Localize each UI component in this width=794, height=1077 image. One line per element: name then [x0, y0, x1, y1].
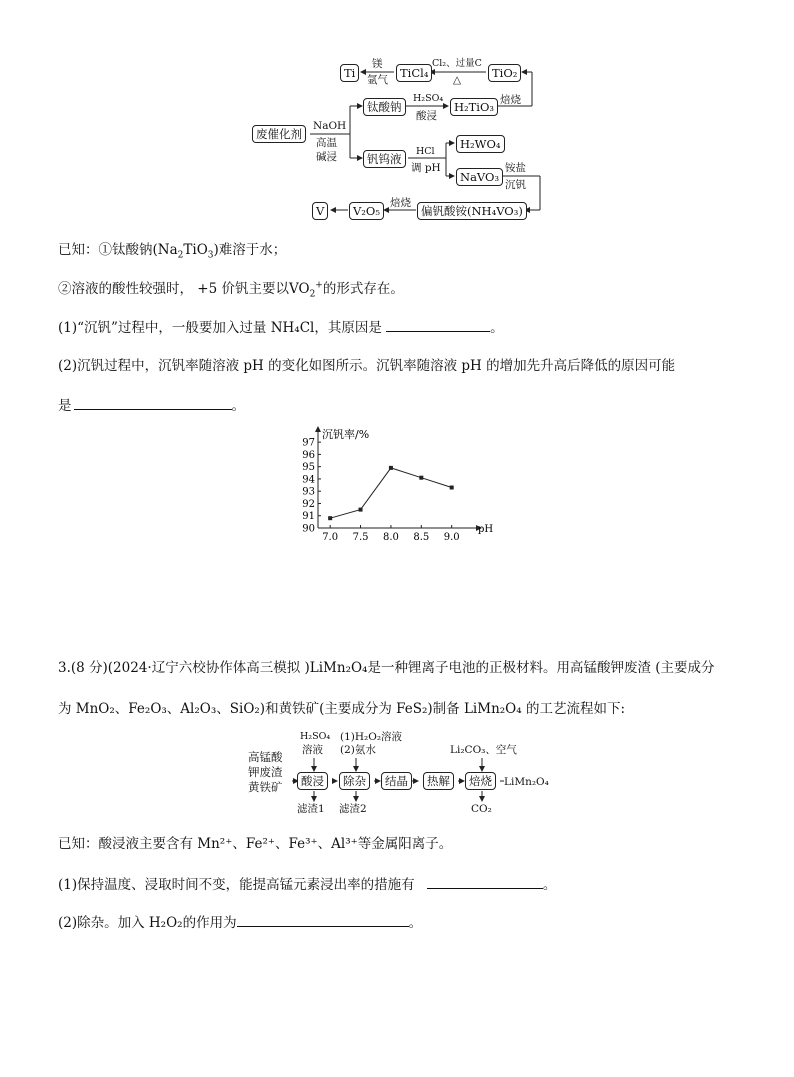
chart-x-tick-label: 7.0 — [322, 532, 339, 543]
flow1-box-tio2: TiO₂ — [488, 64, 521, 82]
question-3-1 — [58, 873, 556, 893]
vanadium-precipitation-chart — [280, 422, 520, 550]
chart-x-tick-label: 8.0 — [382, 532, 399, 543]
chart-series-line — [330, 468, 452, 518]
problem-3-line-1 — [58, 656, 715, 676]
known-2-sub: 2 — [309, 289, 316, 300]
flow1-box-na2tio3: 钛酸钠 — [363, 98, 406, 116]
flow1-label-precip: 沉钒 — [505, 179, 526, 191]
flow2-li2co3: Li₂CO₃、空气 — [450, 744, 517, 756]
problem-3-line-2 — [58, 697, 625, 717]
flow2-raw-1: 高锰酸 — [248, 750, 283, 764]
flow1-label-hight: 高温 — [316, 137, 337, 149]
question-1-end: 。 — [490, 320, 504, 336]
flow2-step-crystallize: 结晶 — [381, 772, 412, 790]
flow-chart-2 — [0, 725, 794, 820]
flow1-label-ar: 氩气 — [367, 74, 388, 86]
chart-data-point — [419, 476, 423, 480]
flow2-raw-2: 钾废渣 — [248, 765, 283, 779]
question-2-end: 。 — [231, 398, 245, 414]
flow2-step-purify: 除杂 — [339, 772, 370, 790]
chart-y-tick-label: 91 — [302, 511, 315, 523]
chart-y-tick-label: 97 — [302, 437, 315, 449]
chart-ylabel: 沉钒率/% — [322, 428, 370, 441]
flow-chart-1 — [0, 0, 794, 225]
known-1-mid: TiO — [183, 242, 208, 258]
flow1-label-alkali: 碱浸 — [316, 151, 337, 163]
answer-blank-1[interactable] — [386, 317, 490, 332]
flow1-box-vw-solution: 钒钨液 — [363, 150, 406, 168]
question-2-cont-text: 是 — [58, 398, 72, 414]
known-2-end: 的形式存在。 — [322, 281, 404, 297]
flow1-box-h2tio3: H₂TiO₃ — [450, 98, 498, 116]
chart-y-tick-label: 92 — [302, 498, 315, 510]
chart-y-tick-label: 95 — [302, 462, 315, 474]
chart-data-point — [359, 508, 363, 512]
chart-y-tick-label: 93 — [302, 486, 315, 498]
chart-x-tick-label: 9.0 — [443, 532, 460, 543]
flow1-label-cl2c: Cl₂、过量C — [432, 58, 482, 69]
flow1-box-nh4vo3: 偏钒酸铵(NH₄VO₃) — [417, 202, 527, 220]
flow1-label-naoh: NaOH — [313, 120, 347, 132]
question-3-2-end: 。 — [408, 915, 423, 931]
question-2-text: (2)沉钒过程中，沉钒率随溶液 pH 的变化如图所示。沉钒率随溶液 pH 的增加先升高后降低的原因可能 — [58, 358, 676, 374]
chart-data-point — [450, 486, 454, 490]
answer-blank-4[interactable] — [237, 912, 409, 927]
known-2 — [58, 277, 404, 300]
flow1-box-raw: 废催化剂 — [252, 125, 306, 143]
flow2-residue-2: 滤渣2 — [339, 803, 367, 815]
known-1-sub: 2 — [177, 250, 184, 261]
flow1-label-roast1: 焙烧 — [500, 94, 521, 106]
chart-y-tick-label: 94 — [302, 474, 315, 486]
flow1-box-ti: Ti — [340, 64, 359, 82]
flow2-h2so4: H₂SO₄ — [300, 731, 331, 742]
flow1-label-mg: 镁 — [372, 58, 383, 70]
chart-x-tick-label: 7.5 — [352, 532, 369, 543]
flow1-box-v: V — [312, 202, 328, 220]
flow1-label-adj-ph: 调 pH — [411, 162, 441, 174]
flow2-residue-1: 滤渣1 — [297, 803, 325, 815]
question-1-text: (1)“沉钒”过程中，一般要加入过量 NH₄Cl，其原因是 — [58, 320, 382, 336]
known-1 — [58, 238, 286, 261]
known-2-sup: + — [315, 280, 323, 291]
known-1-sub2: 3 — [207, 250, 214, 261]
flow2-step-acid-leach: 酸浸 — [297, 772, 328, 790]
flow1-label-acid-leach: 酸浸 — [416, 110, 437, 122]
chart-data-point — [328, 516, 332, 520]
known-1-end: )难溶于水； — [213, 242, 287, 258]
known-1-prefix: 已知：①钛酸钠(Na — [58, 242, 178, 258]
question-3-1-text: (1)保持温度、浸取时间不变，能提高锰元素浸出率的措施有 — [58, 877, 415, 893]
question-1 — [58, 316, 504, 336]
question-2-cont — [58, 394, 245, 414]
known-2-prefix: ②溶液的酸性较强时， +5 价钒主要以VO — [58, 281, 310, 297]
flow2-co2: CO₂ — [471, 803, 492, 815]
chart-y-tick-label: 96 — [302, 449, 315, 461]
flow2-product: LiMn₂O₄ — [504, 776, 549, 788]
flow2-ammonia: (2)氨水 — [340, 744, 376, 756]
answer-blank-3[interactable] — [427, 874, 543, 889]
chart-x-tick-label: 8.5 — [413, 532, 430, 543]
flow2-raw-3: 黄铁矿 — [248, 780, 283, 794]
known-3 — [58, 832, 452, 852]
flow1-label-ammonium: 铵盐 — [505, 162, 526, 174]
chart-data-point — [389, 466, 393, 470]
chart-xlabel: pH — [478, 524, 494, 535]
problem-3-line-2-text: 为 MnO₂、Fe₂O₃、Al₂O₃、SiO₂)和黄铁矿(主要成分为 FeS₂)制备 LiMn₂O₄ 的工艺流程如下: — [58, 701, 625, 717]
question-2 — [58, 354, 675, 374]
chart-y-arrow — [315, 426, 321, 432]
flow2-step-roast: 焙烧 — [465, 772, 496, 790]
flow1-box-ticl4: TiCl₄ — [396, 64, 432, 82]
flow1-label-roast2: 焙烧 — [390, 197, 411, 209]
flow2-solution: 溶液 — [302, 744, 323, 756]
question-3-1-end: 。 — [542, 877, 557, 893]
answer-blank-2[interactable] — [74, 395, 232, 410]
flow1-box-h2wo4: H₂WO₄ — [456, 135, 505, 153]
flow1-label-h2so4: H₂SO₄ — [413, 93, 444, 104]
flow2-h2o2: (1)H₂O₂溶液 — [340, 731, 403, 743]
flow2-step-pyrolysis: 热解 — [423, 772, 454, 790]
flow1-label-hcl: HCl — [416, 146, 435, 157]
flow1-label-delta: △ — [453, 74, 462, 86]
known-3-text: 已知：酸浸液主要含有 Mn²⁺、Fe²⁺、Fe³⁺、Al³⁺等金属阳离子。 — [58, 836, 453, 852]
chart-y-tick-label: 90 — [302, 523, 315, 535]
question-3-2 — [58, 911, 422, 931]
question-3-2-text: (2)除杂。加入 H₂O₂的作用为 — [58, 915, 237, 931]
flow1-box-navo3: NaVO₃ — [456, 168, 503, 186]
flow1-box-v2o5: V₂O₅ — [349, 202, 384, 220]
problem-3-line-1-text: 3.(8 分)(2024·辽宁六校协作体高三模拟 )LiMn₂O₄是一种锂离子电池的正极材料。用高锰酸钾废渣 (主要成分 — [58, 660, 715, 676]
